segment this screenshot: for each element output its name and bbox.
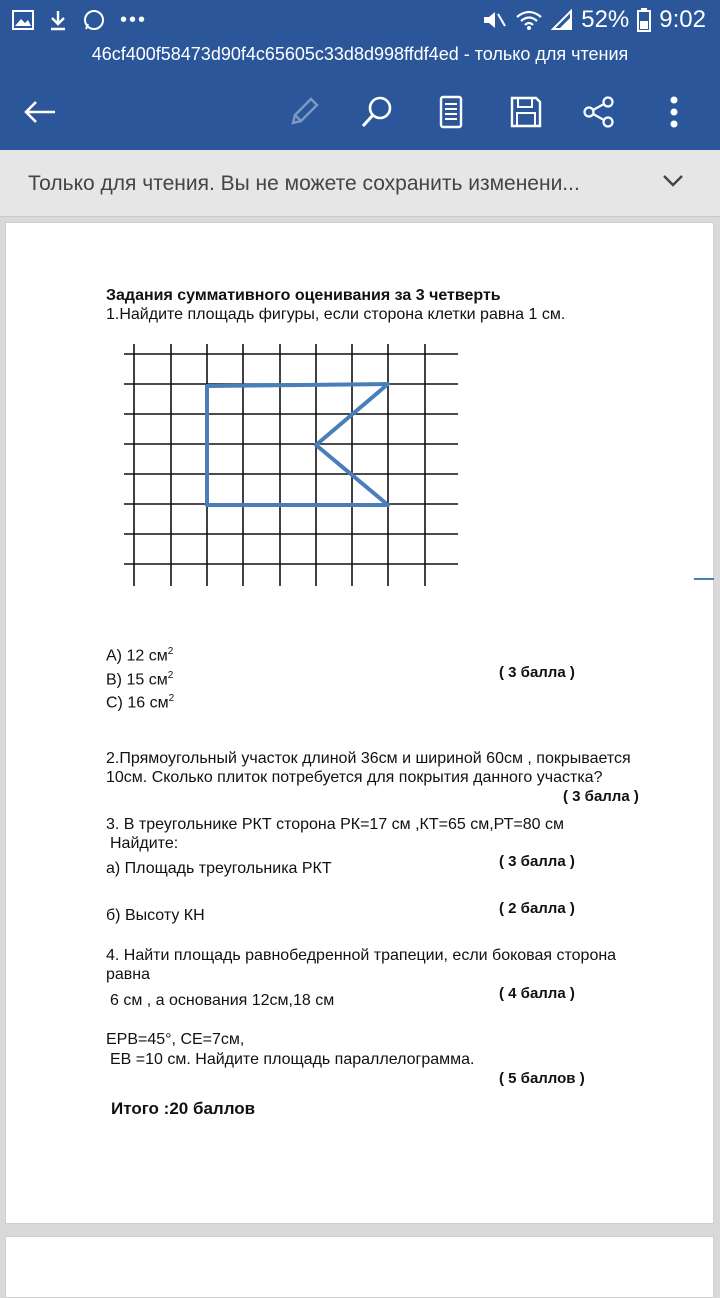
save-button[interactable] — [504, 90, 548, 134]
reader-view-icon — [439, 95, 463, 129]
question-3-line2: Найдите: — [110, 835, 179, 852]
search-button[interactable] — [355, 90, 399, 134]
document-title: 46cf400f58473d90f4c65605c33d8d998ffdf4ed - только для чтения — [91, 44, 629, 64]
question-5-line1: ЕРВ=45°, СЕ=7см, — [106, 1031, 245, 1048]
share-icon — [582, 95, 616, 129]
app-bar — [0, 0, 720, 150]
more-vert-icon — [669, 95, 679, 129]
q5-points: ( 5 баллов ) — [499, 1070, 585, 1087]
question-3b: б) Высоту КН — [106, 907, 205, 924]
q3b-points: ( 2 балла ) — [499, 900, 575, 917]
battery-icon — [637, 8, 651, 32]
question-3-line1: 3. В треугольнике РКТ сторона РК=17 см ,КТ=65 см,РТ=80 см — [106, 816, 564, 833]
question-3a: а) Площадь треугольника РКТ — [106, 860, 332, 877]
answer-b: В) 15 $см^2$ — [106, 670, 174, 689]
grid-figure — [124, 344, 464, 589]
back-button[interactable] — [18, 90, 62, 134]
share-button[interactable] — [577, 90, 621, 134]
toolbar — [0, 82, 720, 138]
question-4-line1: 4. Найти площадь равнобедренной трапеции, если боковая сторона — [106, 947, 617, 964]
wifi-icon — [515, 9, 543, 31]
battery-level: 52% — [581, 6, 630, 33]
search-icon — [360, 95, 394, 129]
q4-points: ( 4 балла ) — [499, 985, 575, 1002]
reader-view-button[interactable] — [429, 90, 473, 134]
next-document-page — [5, 1236, 714, 1298]
question-5-line2: ЕВ =10 см. Найдите площадь параллелограмма. — [110, 1051, 475, 1068]
mute-icon — [481, 8, 507, 32]
more-notifications-icon: ••• — [120, 8, 148, 31]
question-1: 1.Найдите площадь фигуры, если сторона клетки равна 1 см. — [106, 306, 566, 323]
q2-points: ( 3 балла ) — [563, 788, 639, 805]
page-marker — [694, 578, 714, 580]
clock: 9:02 — [659, 6, 706, 33]
pencil-icon — [287, 95, 321, 129]
gallery-icon — [12, 10, 34, 30]
question-2-line2: 10см. Сколько плиток потребуется для покрытия данного участка? — [106, 769, 603, 786]
total-points: Итого :20 баллов — [111, 1099, 256, 1118]
answer-a: А) 12 $см^2$ — [106, 646, 174, 665]
whatsapp-icon — [82, 8, 106, 32]
download-icon — [48, 9, 68, 31]
question-4-line2: равна — [106, 966, 151, 983]
answer-c: С) 16 $см^2$ — [106, 693, 175, 712]
doc-heading: Задания суммативного оценивания за 3 четверть — [106, 287, 501, 304]
read-only-banner[interactable] — [0, 150, 720, 217]
read-only-message: Только для чтения. Вы не можете сохранить изменени... — [28, 172, 580, 195]
edit-button[interactable] — [282, 90, 326, 134]
question-4-line3: 6 см , а основания 12см,18 см — [110, 992, 335, 1009]
q3a-points: ( 3 балла ) — [499, 853, 575, 870]
question-2-line1: 2.Прямоугольный участок длиной 36см и шириной 60см , покрывается — [106, 750, 631, 767]
signal-icon — [551, 9, 573, 31]
chevron-down-icon[interactable] — [662, 174, 684, 188]
save-icon — [509, 95, 543, 129]
q1-points: ( 3 балла ) — [499, 664, 575, 681]
status-bar — [0, 0, 720, 42]
more-options-button[interactable] — [652, 90, 696, 134]
arrow-back-icon — [23, 100, 57, 124]
